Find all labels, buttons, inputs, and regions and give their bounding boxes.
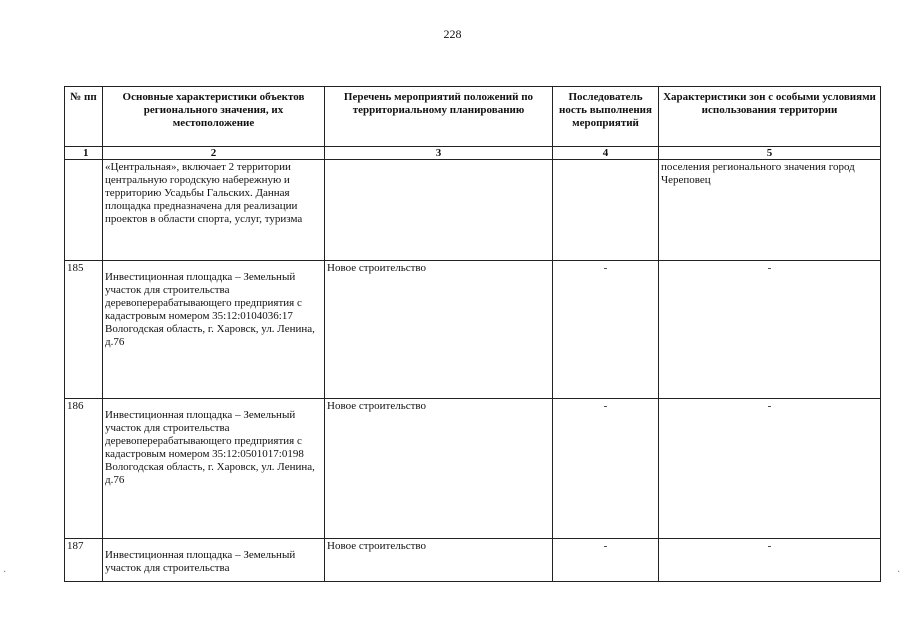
page-number: 228	[443, 27, 462, 41]
row-description	[103, 399, 325, 539]
scan-margin-mark: ·	[897, 567, 901, 578]
row-measures: Новое строительство	[325, 539, 553, 582]
row-number	[65, 160, 103, 261]
table-row	[65, 160, 881, 261]
row-zones: -	[659, 261, 881, 399]
row-zones: -	[659, 539, 881, 582]
row-zones: поселения регионального значения город Череповец	[659, 160, 881, 261]
header-zones: Характеристики зон с особыми условиями использования территории	[659, 87, 881, 147]
row-sequence: -	[553, 399, 659, 539]
header-number: № пп	[65, 87, 103, 147]
row-number: 185	[65, 261, 103, 399]
row-description	[103, 261, 325, 399]
row-description	[103, 539, 325, 582]
column-number: 4	[553, 147, 659, 160]
column-number: 5	[659, 147, 881, 160]
table-header-row	[65, 87, 881, 147]
row-sequence: -	[553, 539, 659, 582]
row-description-text: Инвестиционная площадка – Земельный участок для строительства деревоперерабатывающего предприятия с кадастровым номером 35:12:0501017:0198 Вологодская область, г. Харовск, ул. Ленина, д.76	[105, 409, 315, 486]
row-measures: Новое строительство	[325, 261, 553, 399]
row-sequence: -	[553, 261, 659, 399]
column-number: 2	[103, 147, 325, 160]
row-zones: -	[659, 399, 881, 539]
row-sequence	[553, 160, 659, 261]
header-measures: Перечень мероприятий положений по территориальному планированию	[325, 87, 553, 147]
row-measures	[325, 160, 553, 261]
row-number: 186	[65, 399, 103, 539]
row-number: 187	[65, 539, 103, 582]
regional-objects-table	[64, 86, 881, 582]
table-row	[65, 399, 881, 539]
row-description-text: Инвестиционная площадка – Земельный участок для строительства деревоперерабатывающего предприятия с кадастровым номером 35:12:0104036:17 Вологодская область, г. Харовск, ул. Ленина, д.76	[105, 271, 315, 348]
column-number: 3	[325, 147, 553, 160]
row-description-text: Инвестиционная площадка – Земельный участок для строительства	[105, 549, 296, 574]
scan-margin-mark: ·	[3, 567, 7, 578]
row-description: «Центральная», включает 2 территории центральную городскую набережную и территорию Усадьбы Гальских. Данная площадка предназначена для реализации проектов в области спорта, услуг, туризма	[103, 160, 325, 261]
header-sequence: Последователь ность выполнения мероприятий	[553, 87, 659, 147]
table-row	[65, 539, 881, 582]
header-characteristics: Основные характеристики объектов регионального значения, их местоположение	[103, 87, 325, 147]
table-row	[65, 261, 881, 399]
column-number: 1	[65, 147, 103, 160]
row-measures: Новое строительство	[325, 399, 553, 539]
column-numbers-row	[65, 147, 881, 160]
